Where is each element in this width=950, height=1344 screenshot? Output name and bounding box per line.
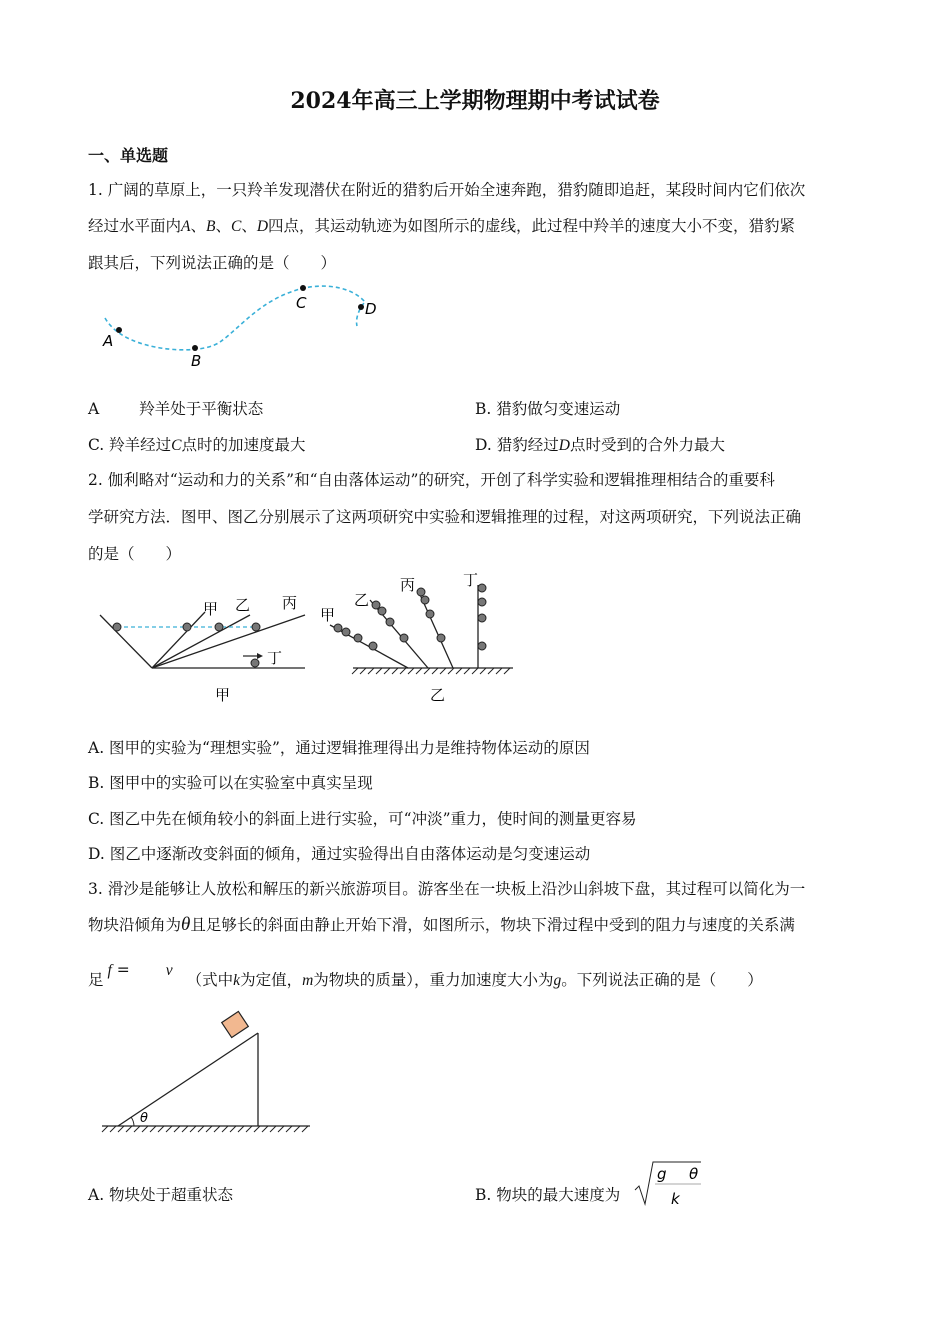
point-c [300, 285, 306, 291]
q2-figure-jia [95, 590, 315, 705]
q1-point: D [256, 218, 269, 235]
label-b: B [191, 352, 202, 370]
trajectory-curve [105, 286, 365, 350]
q3-theta: θ [181, 914, 191, 935]
q3-line3-text: 。下列说法正确的是（ ） [561, 971, 763, 989]
q3-line3-text: 足 [88, 971, 104, 989]
incline-angle-label: θ [140, 1111, 148, 1126]
q2-line1: 2. 伽利略对“运动和力的关系”和“自由落体运动”的研究，开创了科学实验和逻辑推理相结合的重要科 [88, 471, 775, 489]
ball [252, 623, 260, 631]
ball [215, 623, 223, 631]
sqrt-numerator-g: g [657, 1165, 667, 1183]
q1-line2-text: 经过水平面内 [88, 217, 182, 235]
q1-sep: 、 [190, 217, 206, 235]
q1-trajectory-figure [95, 280, 395, 375]
figure-caption-yi: 乙 [430, 686, 446, 704]
q1-line2 [88, 214, 795, 236]
q1-line1: 1. 广阔的草原上，一只羚羊发现潜伏在附近的猎豹后开始全速奔跑，猎豹随即追赶，某段时间内它们依次 [88, 181, 806, 199]
section-heading: 一、单选题 [88, 146, 169, 165]
q1-option-a [88, 397, 263, 419]
q2-line2: 学研究方法．图甲、图乙分别展示了这两项研究中实验和逻辑推理的过程，对这两项研究，下列说法正确 [88, 508, 802, 526]
q3-option-b-sqrt [633, 1160, 705, 1210]
figure-caption-jia: 甲 [215, 686, 231, 704]
q2-option-c: C. 图乙中先在倾角较小的斜面上进行实验，可“冲淡”重力，使时间的测量更容易 [88, 810, 637, 828]
page-title: 2024年高三上学期物理期中考试试卷 [290, 88, 660, 114]
q1-option-d-text: 点时受到的合外力最大 [569, 436, 725, 454]
q2-figure-yi [318, 570, 518, 705]
q3-formula-v: v [165, 962, 173, 979]
q1-option-c [88, 433, 306, 455]
q3-line1: 3. 滑沙是能够让人放松和解压的新兴旅游项目。游客坐在一块板上沿沙山斜坡下盘，其过程可以简化为一 [88, 880, 806, 898]
q3-line2-text: 且足够长的斜面由静止开始下滑，如图所示，物块下滑过程中受到的阻力与速度的关系满 [190, 916, 795, 934]
sliding-block [222, 1011, 249, 1037]
sqrt-numerator-theta: θ [689, 1165, 699, 1183]
q2-option-a: A. 图甲的实验为“理想实验”，通过逻辑推理得出力是维持物体运动的原因 [88, 739, 590, 757]
q1-option-c-text: 点时的加速度最大 [181, 436, 306, 454]
q3-line3-text: 为物块的质量），重力加速度大小为 [313, 971, 554, 989]
q1-sep: 、 [215, 217, 231, 235]
point-b [192, 345, 198, 351]
q3-g: g [553, 972, 562, 989]
q1-sep: 、 [241, 217, 257, 235]
label-a: A [103, 332, 114, 350]
q1-line3: 跟其后，下列说法正确的是（ ） [88, 254, 337, 272]
q1-option-c-text: C. 羚羊经过 [88, 436, 172, 454]
q3-line3-text: 为定值， [240, 971, 303, 989]
ramp-label-bing: 丙 [282, 594, 298, 612]
q3-formula-eq: = [116, 961, 130, 979]
q1-point: A [181, 218, 191, 235]
q1-option-b: B. 猎豹做匀变速运动 [475, 400, 621, 418]
q1-option-d-text: D. 猎豹经过 [475, 436, 559, 454]
q1-option-d-var: D [558, 437, 570, 454]
q2-option-d: D. 图乙中逐渐改变斜面的倾角，通过实验得出自由落体运动是匀变速运动 [88, 845, 591, 863]
incline-label-bing: 丙 [400, 576, 416, 594]
ramp-label-jia: 甲 [203, 600, 219, 618]
q3-m: m [302, 972, 314, 989]
q1-line2-text: 四点，其运动轨迹为如图所示的虚线，此过程中羚羊的速度大小不变，猎豹紧 [268, 217, 796, 235]
q1-option-d [475, 433, 725, 455]
q3-option-a: A. 物块处于超重状态 [88, 1186, 234, 1204]
q1-option-a-text: 羚羊处于平衡状态 [139, 400, 264, 418]
ball [183, 623, 191, 631]
ball [251, 659, 259, 667]
q2-line3: 的是（ ） [88, 545, 182, 563]
point-d [358, 304, 364, 310]
incline-label-jia: 甲 [320, 606, 336, 624]
q3-line2 [88, 913, 795, 936]
ramp-label-ding: 丁 [267, 649, 283, 667]
q3-line3-text: （式中 [186, 971, 234, 989]
label-d: D [365, 300, 377, 318]
label-c: C [296, 294, 307, 312]
q1-point: B [206, 218, 216, 235]
q3-line2-text: 物块沿倾角为 [88, 916, 182, 934]
q3-k: k [233, 972, 241, 989]
q3-option-b: B. 物块的最大速度为 [475, 1186, 621, 1204]
incline-label-yi: 乙 [354, 591, 370, 609]
sqrt-denominator-k: k [671, 1190, 680, 1208]
q1-option-a-key: A [88, 400, 100, 418]
point-a [116, 327, 122, 333]
q1-option-c-var: C [171, 437, 182, 454]
incline-label-ding: 丁 [463, 571, 479, 589]
q3-formula [108, 961, 173, 979]
q3-formula-f: f [107, 962, 112, 979]
q3-incline-figure [100, 1018, 315, 1136]
q2-option-b: B. 图甲中的实验可以在实验室中真实呈现 [88, 774, 373, 792]
q1-point: C [230, 218, 242, 235]
ball [113, 623, 121, 631]
ramp-label-yi: 乙 [235, 596, 251, 614]
q3-line3 [88, 961, 763, 990]
